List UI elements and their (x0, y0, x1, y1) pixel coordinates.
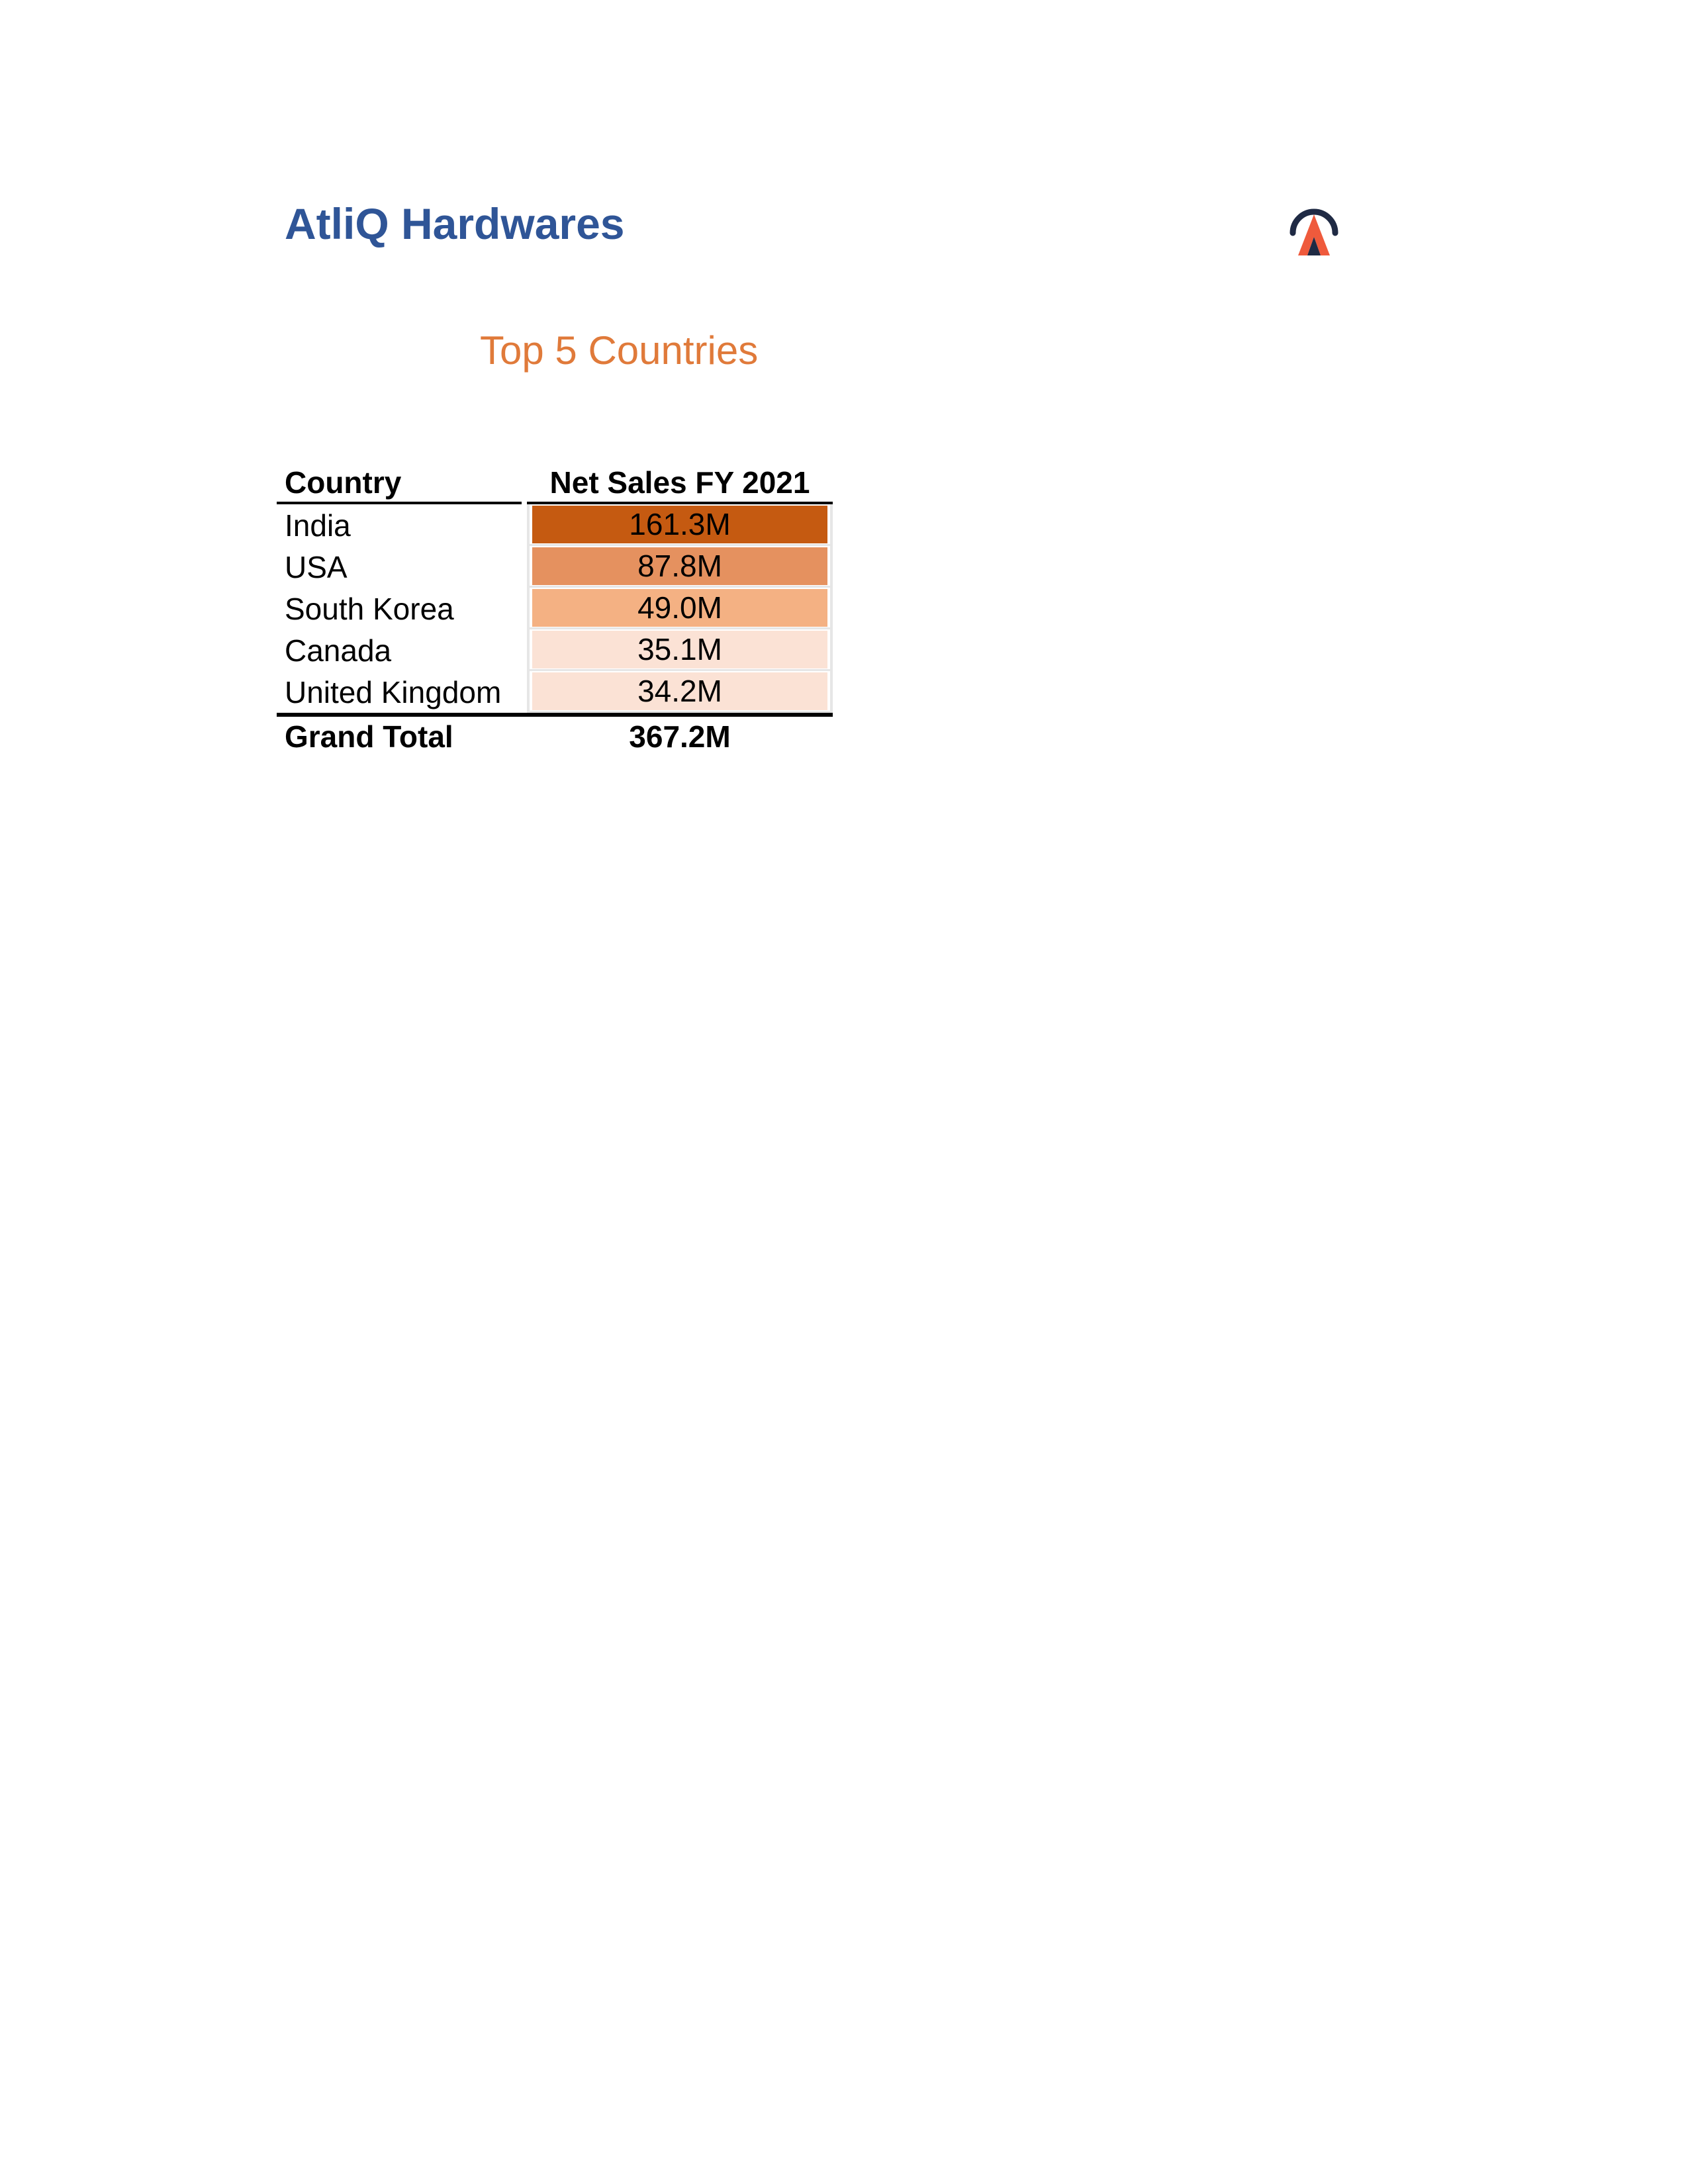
atliq-logo-icon (1281, 199, 1347, 265)
country-cell: United Kingdom (285, 674, 502, 709)
net-sales-cell (527, 629, 833, 671)
table-row (277, 629, 833, 671)
column-header-net-sales: Net Sales FY 2021 (527, 463, 833, 504)
net-sales-cell (527, 671, 833, 713)
net-sales-cell (527, 588, 833, 629)
net-sales-cell (527, 504, 833, 546)
net-sales-heat-cell (532, 547, 827, 585)
net-sales-value: 49.0M (637, 590, 722, 625)
grand-total-value: 367.2M (629, 719, 731, 754)
country-cell: Canada (285, 633, 392, 668)
net-sales-cell (527, 546, 833, 588)
grand-total-label: Grand Total (285, 719, 453, 754)
table-header-row (277, 463, 833, 504)
sales-table (277, 463, 833, 756)
column-header-country: Country (277, 463, 522, 504)
net-sales-value: 161.3M (629, 507, 731, 541)
grand-total-row (277, 713, 833, 756)
net-sales-value: 34.2M (637, 674, 722, 708)
net-sales-heat-cell (532, 631, 827, 668)
table-row (277, 546, 833, 588)
country-cell: USA (285, 549, 348, 584)
net-sales-heat-cell (532, 589, 827, 627)
net-sales-value: 87.8M (637, 549, 722, 583)
net-sales-heat-cell (532, 506, 827, 543)
table-row (277, 671, 833, 713)
company-title: AtliQ Hardwares (285, 199, 625, 248)
net-sales-heat-cell (532, 672, 827, 710)
country-cell: India (285, 508, 351, 543)
report-title: Top 5 Countries (480, 328, 759, 373)
country-cell: South Korea (285, 591, 454, 626)
table-row (277, 504, 833, 546)
table-row (277, 588, 833, 629)
net-sales-value: 35.1M (637, 632, 722, 666)
